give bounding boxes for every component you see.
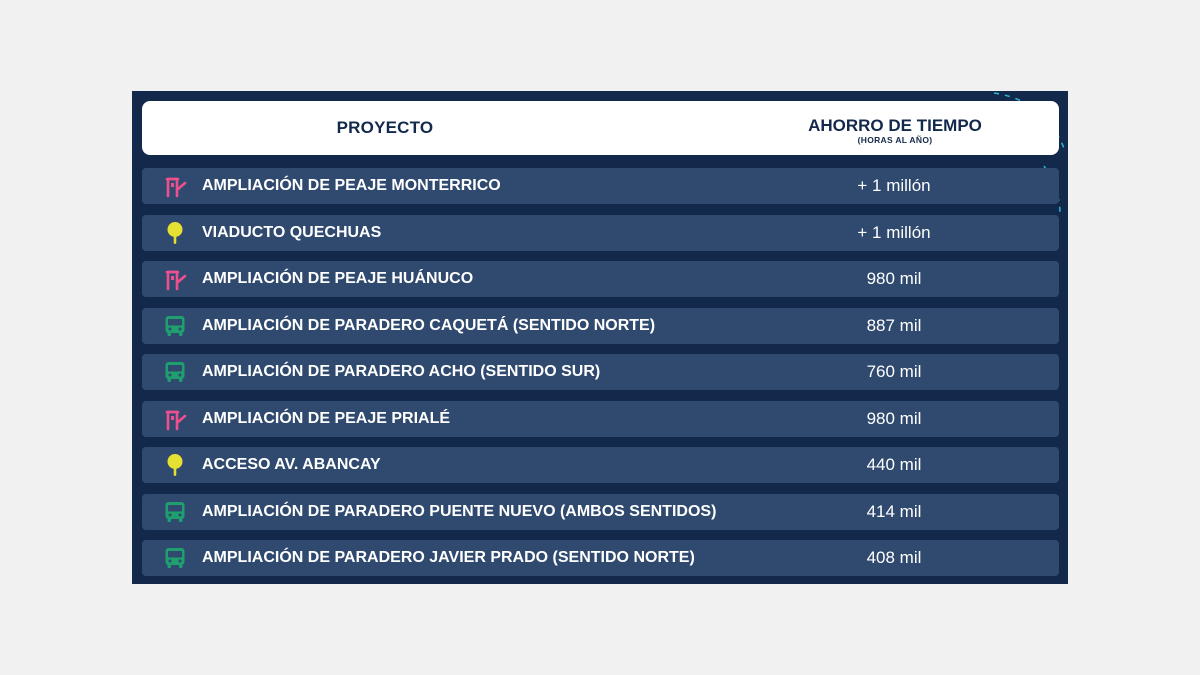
bus-icon [163,500,187,524]
time-savings-value: 980 mil [866,408,922,428]
time-savings-value: + 1 millón [857,176,931,195]
time-savings-value: 887 mil [866,315,922,335]
toll-booth-icon [163,407,187,431]
column-header-project: PROYECTO [336,118,434,137]
project-name: AMPLIACIÓN DE PEAJE HUÁNUCO [202,270,474,287]
table-row [142,168,1059,204]
project-name: AMPLIACIÓN DE PEAJE PRIALÉ [202,409,451,427]
project-name: AMPLIACIÓN DE PARADERO ACHO (SENTIDO SUR) [202,363,601,380]
toll-booth-icon [163,174,187,198]
bus-icon [163,546,187,570]
time-savings-value: + 1 millón [857,222,931,242]
table-row [142,401,1059,437]
table-row [142,540,1059,576]
table-row [142,494,1059,530]
toll-booth-icon [163,267,187,291]
bus-icon [163,360,187,384]
project-name: VIADUCTO QUECHUAS [202,223,382,241]
table-row [142,308,1059,344]
project-name: AMPLIACIÓN DE PARADERO PUENTE NUEVO (AMBOS SENTIDOS) [202,502,717,520]
project-name: AMPLIACIÓN DE PEAJE MONTERRICO [202,177,501,194]
column-header-savings-unit: (HORAS AL AÑO) [857,135,933,145]
table-row [142,354,1059,390]
projects-table [132,91,1068,584]
table-row [142,261,1059,297]
column-header-savings [745,116,1045,145]
time-savings-value: 414 mil [866,501,922,521]
time-savings-value: 440 mil [866,455,922,474]
table-header [142,101,1059,155]
table-row [142,215,1059,251]
map-pin-icon [163,221,187,245]
time-savings-value: 980 mil [866,269,922,288]
time-savings-value: 760 mil [866,362,922,381]
project-name: AMPLIACIÓN DE PARADERO JAVIER PRADO (SENTIDO NORTE) [202,549,695,566]
project-name: AMPLIACIÓN DE PARADERO CAQUETÁ (SENTIDO NORTE) [202,316,656,334]
bus-icon [163,314,187,338]
time-savings-value: 408 mil [866,548,922,567]
column-header-savings-title: AHORRO DE TIEMPO [808,116,982,135]
project-name: ACCESO AV. ABANCAY [202,456,381,473]
table-row [142,447,1059,483]
map-pin-icon [163,453,187,477]
